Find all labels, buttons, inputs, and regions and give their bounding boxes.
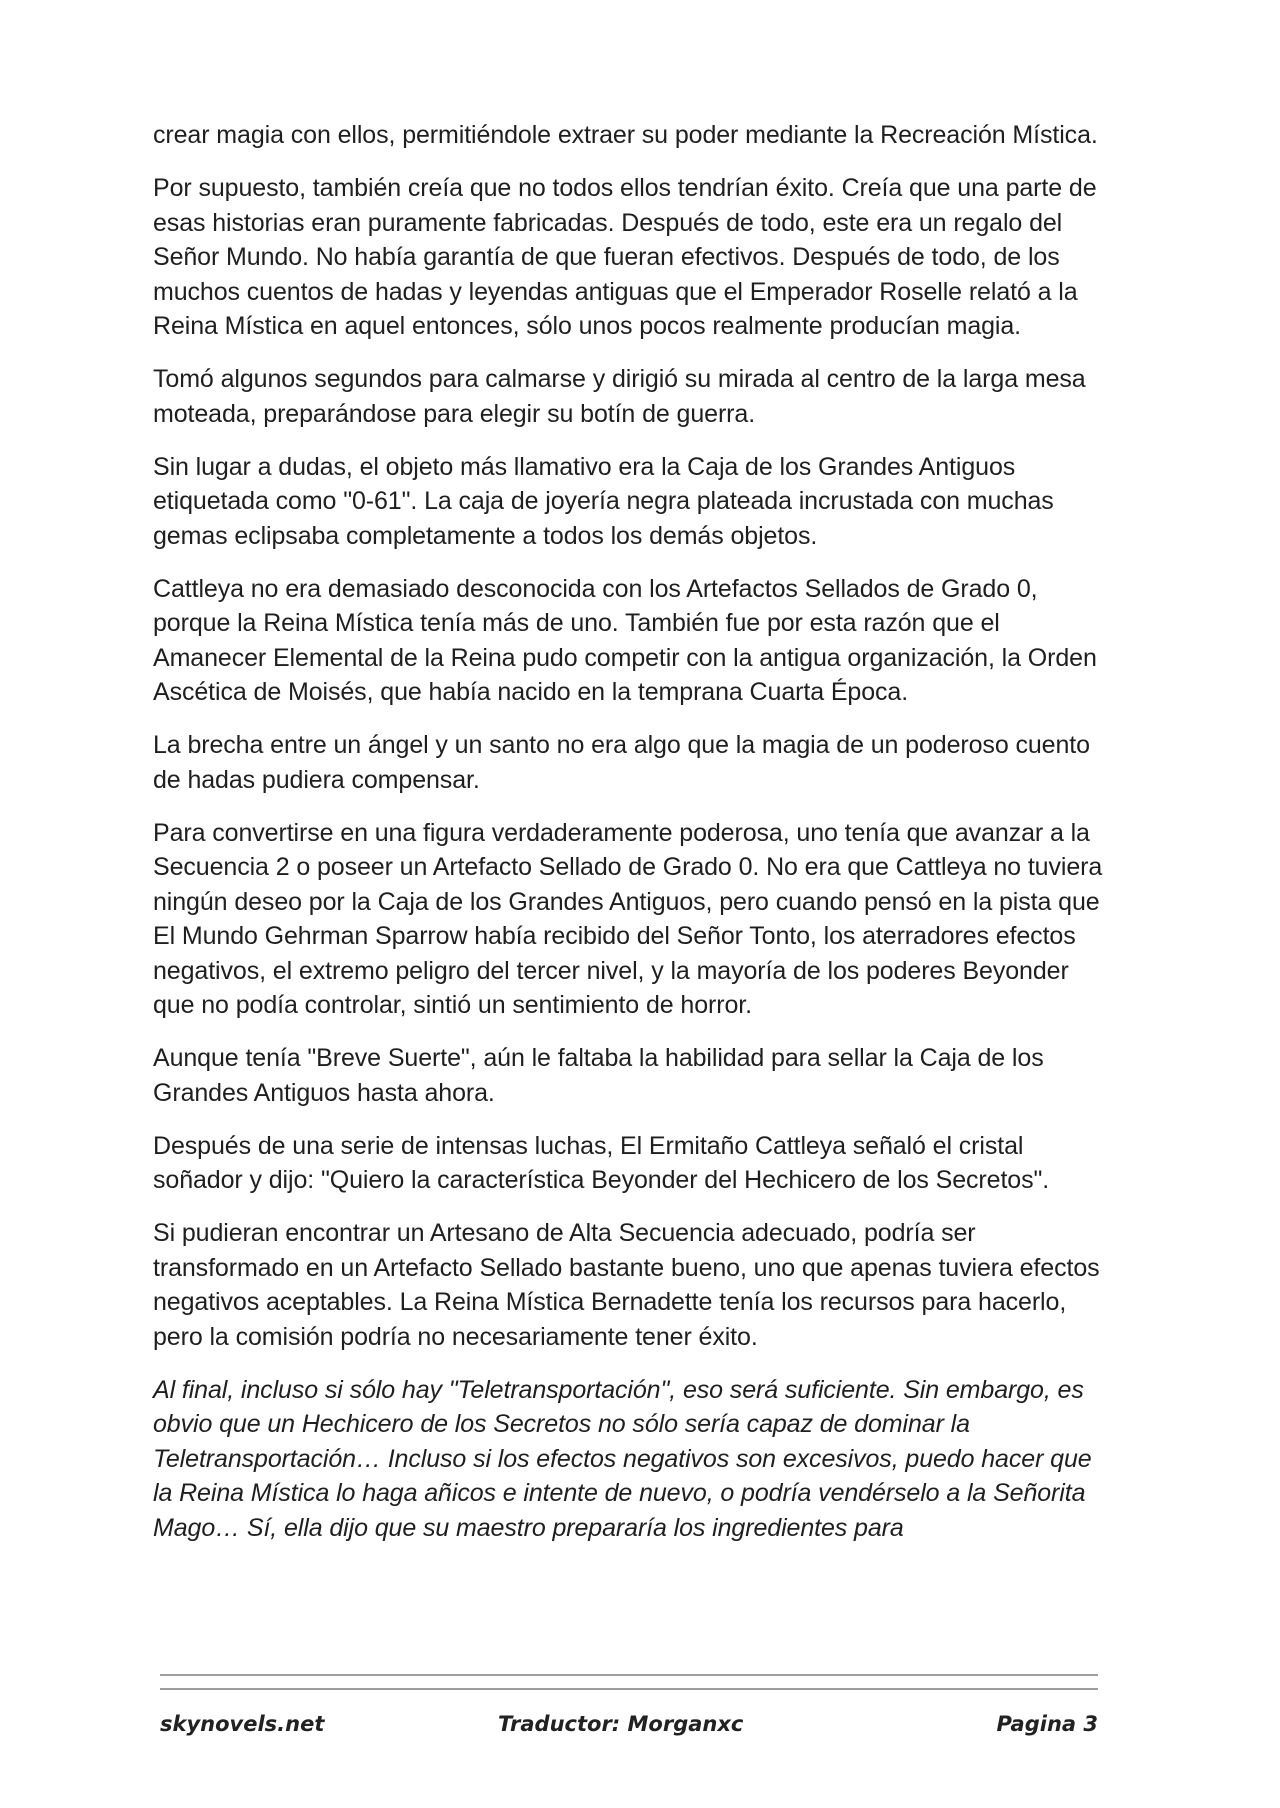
- footer-page-number: Pagina 3: [996, 1712, 1098, 1736]
- footer-site: skynovels.net: [160, 1712, 325, 1736]
- paragraph-10: Si pudieran encontrar un Artesano de Alta Secuencia adecuado, podría ser transformado en un Artefacto Sellado bastante bueno, uno que apenas tuviera efectos negativos aceptables. La Reina Mística Bernadette tenía los recursos para hacerlo, pero la comisión podría no necesariamente tener éxito.: [153, 1219, 1100, 1351]
- document-body: [153, 118, 1113, 1564]
- page-footer: [160, 1712, 1098, 1746]
- footer-divider-bottom: [160, 1688, 1098, 1690]
- footer-translator: Traductor: Morganxc: [498, 1712, 744, 1736]
- paragraph-3: Tomó algunos segundos para calmarse y dirigió su mirada al centro de la larga mesa moteada, preparándose para elegir su botín de guerra.: [153, 365, 1086, 428]
- footer-divider-top: [160, 1674, 1098, 1676]
- paragraph-1: crear magia con ellos, permitiéndole extraer su poder mediante la Recreación Mística.: [153, 121, 1098, 149]
- paragraph-2: Por supuesto, también creía que no todos ellos tendrían éxito. Creía que una parte de esas historias eran puramente fabricadas. Después de todo, este era un regalo del Señor Mundo. No había garantía de que fueran efectivos. Después de todo, de los muchos cuentos de hadas y leyendas antiguas que el Emperador Roselle relató a la Reina Mística en aquel entonces, sólo unos pocos realmente producían magia.: [153, 174, 1097, 340]
- paragraph-9: Después de una serie de intensas luchas, El Ermitaño Cattleya señaló el cristal soñador y dijo: "Quiero la característica Beyonder del Hechicero de los Secretos".: [153, 1131, 1050, 1194]
- paragraph-6: La brecha entre un ángel y un santo no era algo que la magia de un poderoso cuento de hadas pudiera compensar.: [153, 731, 1090, 794]
- paragraph-11-thought: Al final, incluso si sólo hay "Teletransportación", eso será suficiente. Sin embargo, es obvio que un Hechicero de los Secretos no sólo sería capaz de dominar la Teletransportación… Incluso si los efectos negativos son excesivos, puedo hacer que la Reina Mística lo haga añicos e intente de nuevo, o podría vendérselo a la Señorita Mago… Sí, ella dijo que su maestro prepararía los ingredientes para: [153, 1375, 1092, 1542]
- paragraph-8: Aunque tenía "Breve Suerte", aún le faltaba la habilidad para sellar la Caja de los Grandes Antiguos hasta ahora.: [153, 1044, 1044, 1107]
- paragraph-5: Cattleya no era demasiado desconocida con los Artefactos Sellados de Grado 0, porque la Reina Mística tenía más de uno. También fue por esta razón que el Amanecer Elemental de la Reina pudo competir con la antigua organización, la Orden Ascética de Moisés, que había nacido en la temprana Cuarta Época.: [153, 574, 1097, 706]
- paragraph-7: Para convertirse en una figura verdaderamente poderosa, uno tenía que avanzar a la Secuencia 2 o poseer un Artefacto Sellado de Grado 0. No era que Cattleya no tuviera ningún deseo por la Caja de los Grandes Antiguos, pero cuando pensó en la pista que El Mundo Gehrman Sparrow había recibido del Señor Tonto, los aterradores efectos negativos, el extremo peligro del tercer nivel, y la mayoría de los poderes Beyonder que no podía controlar, sintió un sentimiento de horror.: [153, 818, 1103, 1019]
- paragraph-4: Sin lugar a dudas, el objeto más llamativo era la Caja de los Grandes Antiguos etiquetada como "0-61". La caja de joyería negra plateada incrustada con muchas gemas eclipsaba completamente a todos los demás objetos.: [153, 452, 1054, 550]
